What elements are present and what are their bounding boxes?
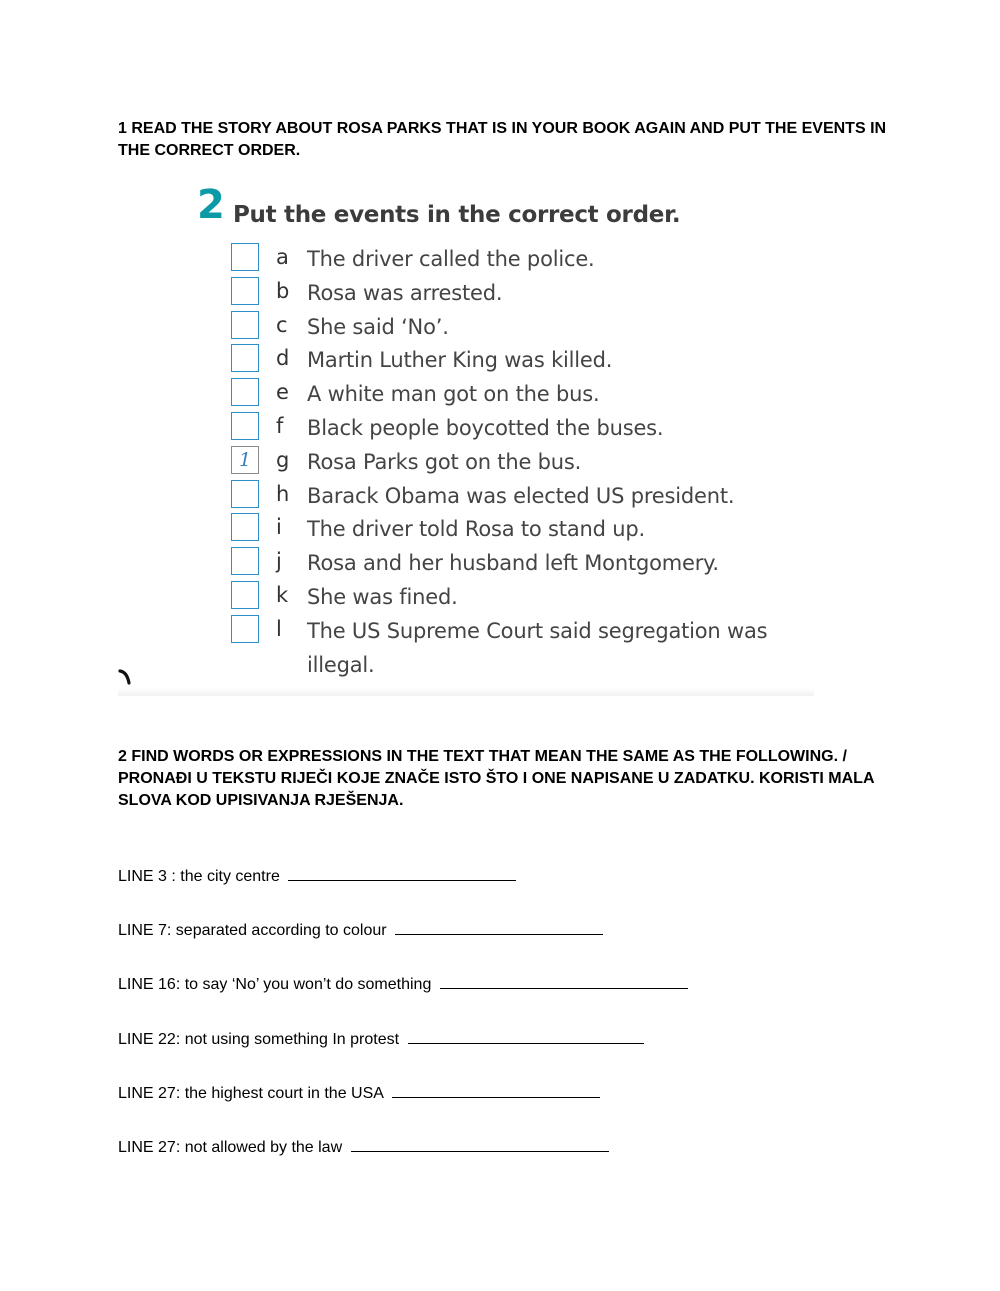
event-item [231,512,801,542]
answer-blank[interactable] [288,864,516,881]
event-text: The driver told Rosa to stand up. [307,517,645,541]
question-prompt: LINE 16: to say ‘No’ you won’t do something [118,976,432,993]
answer-blank[interactable] [392,1081,600,1098]
event-letter: l [276,617,282,641]
event-item [231,580,801,610]
vocab-question [118,918,603,941]
event-text: Barack Obama was elected US president. [307,484,735,508]
event-letter: c [276,313,288,337]
event-text: Black people boycotted the buses. [307,416,664,440]
event-item [231,242,801,272]
event-item [231,343,801,373]
excerpt-crop-edge [118,688,814,696]
order-answer-box[interactable] [231,311,259,339]
exercise-2-heading: 2 FIND WORDS OR EXPRESSIONS IN THE TEXT THAT MEAN THE SAME AS THE FOLLOWING. / PRONAĐI U TEKSTU RIJEČI KOJE ZNAČE ISTO ŠTO I ONE NAPISANE U ZADATKU. KORISTI MALA SLOVA KOD UPISIVANJA RJEŠENJA. [118,748,874,809]
event-text: The US Supreme Court said segregation was illegal. [307,619,768,677]
order-answer-box[interactable] [231,480,259,508]
question-prompt: LINE 27: not allowed by the law [118,1139,343,1156]
question-prompt: LINE 22: not using something In protest [118,1031,400,1048]
event-item [231,377,801,407]
event-letter: a [276,245,289,269]
answer-blank[interactable] [440,972,688,989]
event-text: She said ‘No’. [307,315,449,339]
event-text: The driver called the police. [307,247,595,271]
event-text: Rosa was arrested. [307,281,503,305]
event-letter: h [276,482,290,506]
order-answer-box[interactable] [231,547,259,575]
vocab-question [118,1135,609,1158]
event-item [231,276,801,306]
event-letter: d [276,346,290,370]
event-item [231,445,801,475]
vocab-question [118,1027,644,1050]
event-item [231,546,801,576]
question-prompt: LINE 3 : the city centre [118,868,280,885]
question-prompt: LINE 7: separated according to colour [118,922,387,939]
event-text: A white man got on the bus. [307,382,600,406]
order-answer-box[interactable]: 1 [231,446,259,474]
answer-blank[interactable] [351,1135,609,1152]
vocab-question [118,972,688,995]
event-letter: f [276,414,284,438]
page-mark-icon [118,668,132,686]
excerpt-number: 2 [197,182,225,228]
order-answer-box[interactable] [231,243,259,271]
event-letter: b [276,279,290,303]
event-text: Rosa Parks got on the bus. [307,450,582,474]
book-excerpt [118,182,814,696]
event-letter: e [276,380,289,404]
event-item [231,310,801,340]
event-letter: j [276,549,282,573]
order-answer-box[interactable] [231,615,259,643]
event-item [231,479,801,509]
excerpt-title: Put the events in the correct order. [233,202,681,228]
event-text: Rosa and her husband left Montgomery. [307,551,719,575]
event-item [231,411,801,441]
exercise-1-heading: 1 READ THE STORY ABOUT ROSA PARKS THAT IS IN YOUR BOOK AGAIN AND PUT THE EVENTS IN THE CORRECT ORDER. [118,120,887,159]
event-letter: i [276,515,282,539]
order-answer-box[interactable] [231,412,259,440]
order-answer-box[interactable] [231,581,259,609]
question-prompt: LINE 27: the highest court in the USA [118,1085,384,1102]
event-letter: k [276,583,289,607]
order-answer-box[interactable] [231,378,259,406]
vocab-question [118,1081,600,1104]
answer-blank[interactable] [408,1027,644,1044]
order-answer-box[interactable] [231,513,259,541]
event-item [231,614,801,684]
order-answer-box[interactable] [231,277,259,305]
answer-blank[interactable] [395,918,603,935]
vocab-question [118,864,516,887]
event-text: Martin Luther King was killed. [307,348,613,372]
event-letter: g [276,448,290,472]
event-text: She was fined. [307,585,458,609]
order-answer-box[interactable] [231,344,259,372]
